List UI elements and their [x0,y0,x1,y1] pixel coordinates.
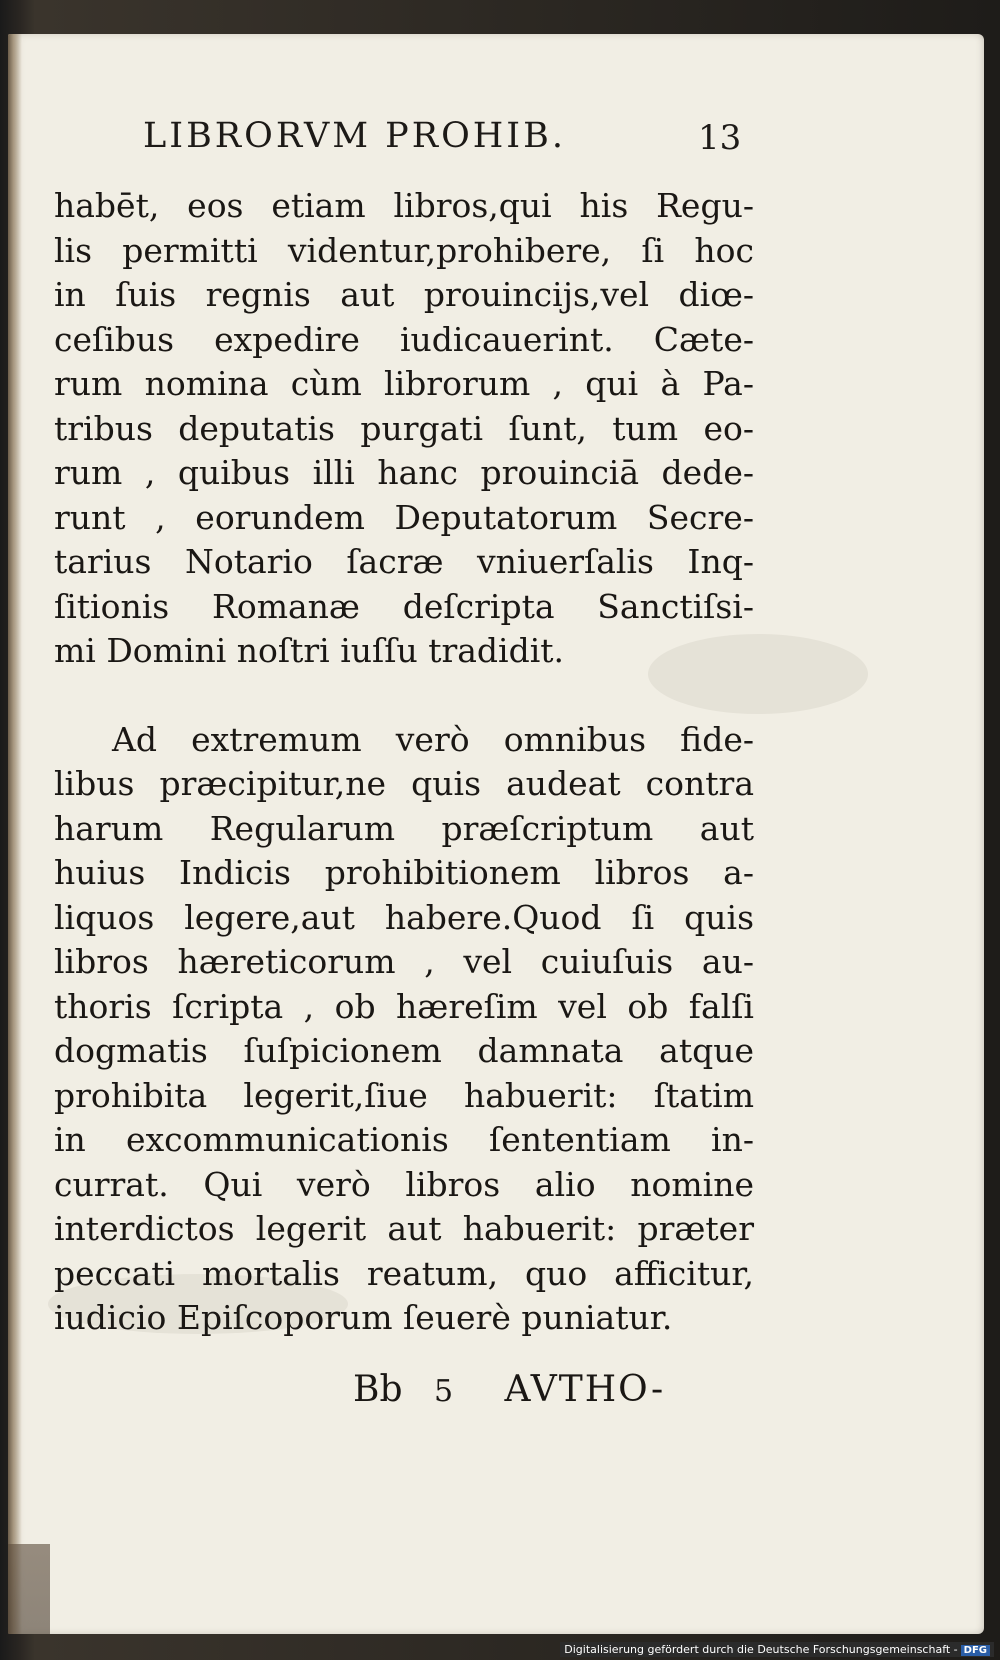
text-line: dogmatis ſuſpicionem damnata atque [54,1031,754,1070]
page-number: 13 [698,118,742,158]
catchword: AVTHO- [504,1369,666,1410]
text-line: ſitionis Romanæ deſcripta Sanctiſsi- [54,586,754,626]
text-line: libros hæreticorum , vel cuiuſuis au- [54,942,754,981]
paragraph-spacer [54,674,754,718]
text-line: peccati mortalis reatum, quo afficitur, [54,1253,754,1293]
text-line: liquos legere,aut habere.Quod ſi quis [54,897,754,937]
digitization-credit [560,1642,994,1657]
text-line: runt , eorundem Deputatorum Secre- [54,497,754,537]
text-line: habēt, eos etiam libros,qui his Regu- [54,186,754,225]
text-line: Ad extremum verò omnibus fide- [112,719,754,759]
text-line: currat. Qui verò libros alio nomine [54,1164,754,1204]
text-line: thoris ſcripta , ob hæreſim vel ob falſi [54,986,754,1026]
text-line: prohibita legerit,ſiue habuerit: ſtatim [54,1075,754,1115]
signature-mark: Bb [353,1369,403,1410]
page-footer [353,1369,753,1410]
signature-number: 5 [433,1374,454,1409]
paragraph [54,184,754,674]
text-line: harum Regularum præſcriptum aut [54,808,754,848]
text-line: tribus deputatis purgati ſunt, tum eo- [54,408,754,448]
text-line: mi Domini noſtri iuſſu tradidit. [54,631,565,670]
credit-text: Digitalisierung gefördert durch die Deutsche Forschungsgemeinschaft - [564,1643,958,1656]
text-line: interdictos legerit aut habuerit: præter [54,1209,754,1248]
text-line: huius Indicis prohibitionem libros a- [54,853,754,892]
text-line: ceſibus expedire iudicauerint. Cæte- [54,319,754,359]
body-text [54,184,754,1341]
text-line: in excommunicationis ſententiam in- [54,1120,754,1159]
text-line: libus præcipitur,ne quis audeat contra [54,764,754,803]
text-line: rum nomina cùm librorum , qui à Pa- [54,364,754,403]
text-line: tarius Notario ſacræ vniuerſalis Inq- [54,542,754,581]
text-line: rum , quibus illi hanc prouinciā dede- [54,453,754,492]
text-line: lis permitti videntur,prohibere, ſi hoc [54,230,754,270]
text-line: iudicio Epiſcoporum ſeuerè puniatur. [54,1298,673,1337]
page-gutter-shadow [8,34,22,1634]
paragraph [54,718,754,1341]
binding-edge [8,1544,50,1634]
text-line: in ſuis regnis aut prouincijs,vel diœ- [54,275,754,314]
dfg-logo-icon: DFG [961,1645,990,1656]
book-page [8,34,984,1634]
running-head: LIBRORVM PROHIB. [143,116,566,156]
